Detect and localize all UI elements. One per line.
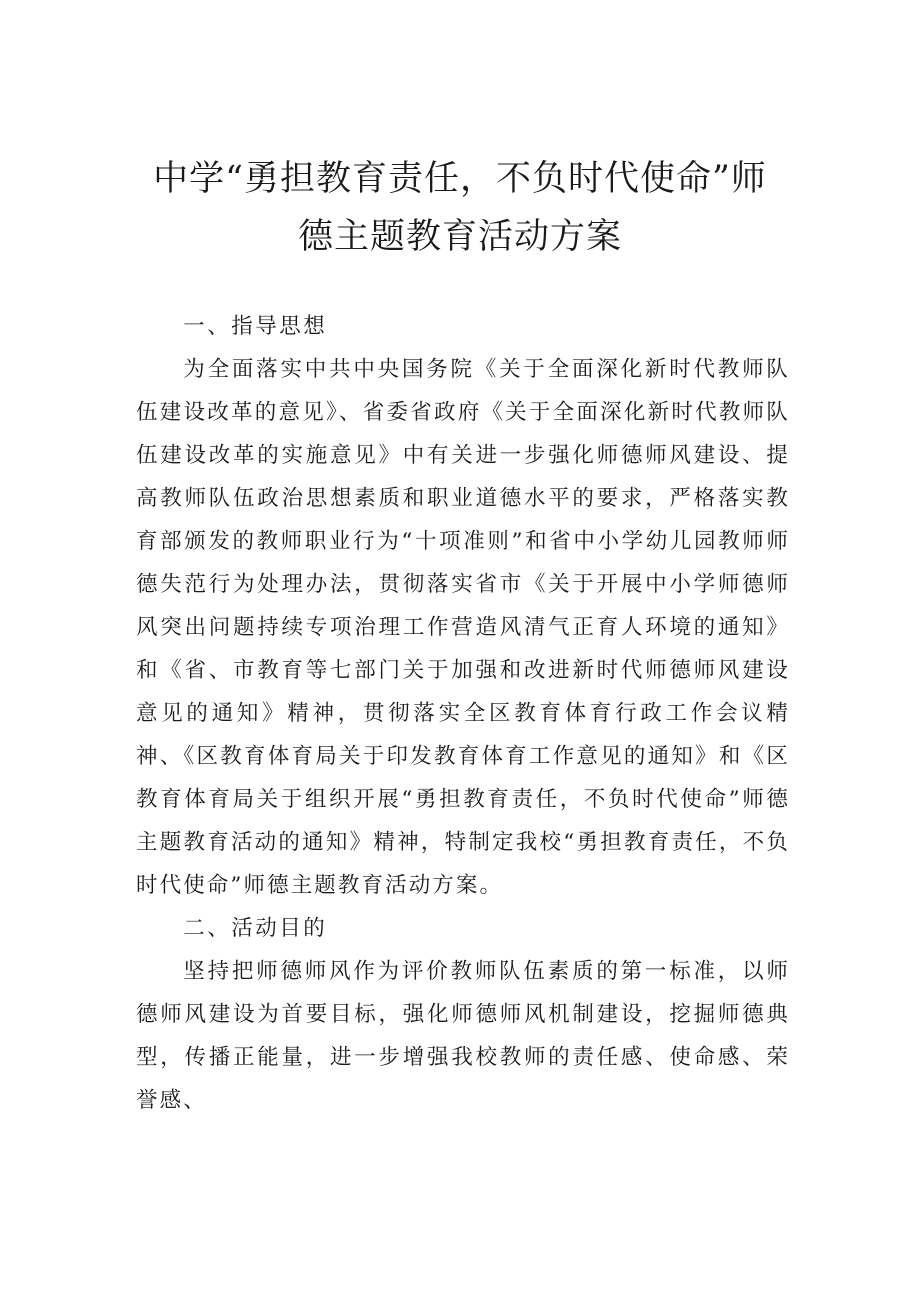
- section-heading-guiding-ideology: 一、指导思想: [183, 314, 328, 339]
- section-heading-activity-purpose: 二、活动目的: [183, 916, 328, 941]
- document-body: [136, 305, 790, 1122]
- title-line-2: 德主题教育活动方案: [297, 217, 622, 257]
- section-paragraph-guiding-ideology: 为全面落实中共中央国务院《关于全面深化新时代教师队伍建设改革的意见》、省委省政府《关于全面深化新时代教师队伍建设改革的实施意见》中有关进一步强化师德师风建设、提高教师队伍政治思想素质和职业道德水平的要求，严格落实教育部颁发的教师职业行为“十项准则”和省中小学幼儿园教师师德失范行为处理办法，贯彻落实省市《关于开展中小学师德师风突出问题持续专项治理工作营造风清气正育人环境的通知》和《省、市教育等七部门关于加强和改进新时代师德师风建设意见的通知》精神，贯彻落实全区教育体育行政工作会议精神、《区教育体育局关于印发教育体育工作意见的通知》和《区教育体育局关于组织开展“勇担教育责任，不负时代使命”师德主题教育活动的通知》精神，特制定我校“勇担教育责任，不负时代使命”师德主题教育活动方案。: [136, 357, 790, 898]
- section-paragraph-activity-purpose: 坚持把师德师风作为评价教师队伍素质的第一标准，以师德师风建设为首要目标，强化师德师风机制建设，挖掘师德典型，传播正能量，进一步增强我校教师的责任感、使命感、荣誉感、: [136, 959, 790, 1113]
- document-title: [100, 150, 820, 266]
- title-line-1: 中学“勇担教育责任，不负时代使命”师: [153, 159, 767, 199]
